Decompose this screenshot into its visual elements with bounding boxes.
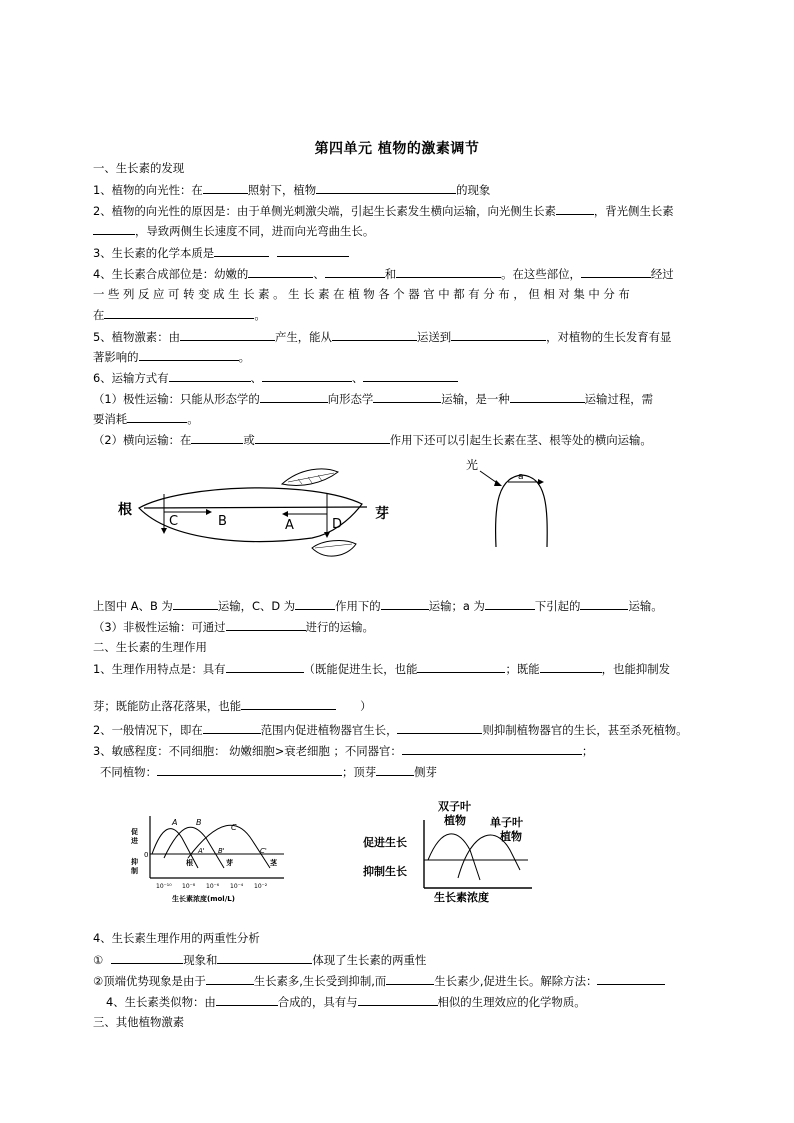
page-title: 第四单元 植物的激素调节 [314,141,480,157]
line-1-14: 上图中 A、B 为 运输，C、D 为 作用下的 运输；a 为 下引起的 运输。 [93,599,663,613]
tick-5: 10⁻² [254,883,268,890]
tick-2: 10⁻⁸ [182,883,196,890]
organ-bud: 芽 [226,859,233,867]
blank[interactable] [358,993,438,1006]
blank[interactable] [580,597,628,610]
line-1-5: 4、生长素合成部位是：幼嫩的 、 和 。在这些部位， 经过 [93,267,674,281]
line-2-2: 芽；既能防止落花落果，也能 ） [93,699,372,713]
label-b: B [218,514,227,529]
blank[interactable] [191,431,243,444]
blank[interactable] [417,660,505,673]
blank[interactable] [180,328,275,341]
curve-label-b2: B' [218,847,225,855]
leaf-lower [312,541,356,557]
arrowhead-c [161,528,167,534]
line-1-7: 在 。 [93,308,266,322]
line-3-3: ②顶端优势现象是由于 生长素多,生长受到抑制,而 生长素少,促进生长。解除方法： [93,972,665,989]
blank[interactable] [255,431,390,444]
blank[interactable] [248,265,313,278]
light-arrowhead [494,480,502,486]
line-2-1: 1、生理作用特点是：具有 （既能促进生长，也能 ；既能 ，也能抑制发 [93,662,671,676]
line-1-1: 1、植物的向光性：在 照射下，植物 的现象 [93,183,491,197]
y-label-promote-2: 进 [131,837,138,845]
blank[interactable] [332,328,417,341]
curve-label-c: C [231,823,237,832]
blank[interactable] [206,972,254,985]
blank[interactable] [203,721,261,734]
blank[interactable] [277,244,349,257]
plant-sensitivity-chart [362,798,542,908]
line-1-4: 3、生长素的化学本质是 [93,244,349,261]
line-1-10: 6、运输方式有 、 、 [93,369,458,386]
blank[interactable] [581,265,651,278]
blank[interactable] [325,265,385,278]
blank[interactable] [597,972,665,985]
blank[interactable] [451,328,546,341]
blank[interactable] [226,618,306,631]
label-dicot-1: 双子叶 [438,800,471,813]
blank[interactable] [139,348,239,361]
line-3-4: 4、生长素类似物：由 合成的，具有与 相似的生理效应的化学物质。 [106,995,586,1009]
tick-4: 10⁻⁴ [230,883,244,890]
blank[interactable] [510,390,585,403]
blank[interactable] [93,222,135,235]
blank[interactable] [214,244,269,257]
organ-stem: 茎 [270,859,277,867]
line-2-3: 2、一般情况下，即在 范围内促进植物器官生长， 则抑制植物器官的生长，甚至杀死植物。 [93,723,688,737]
label-monocot-2: 植物 [500,830,522,843]
curve-dicot [428,834,480,880]
blank[interactable] [226,660,304,673]
line-1-8: 5、植物激素：由 产生，能从 运送到 ，对植物的生长发育有显 [93,330,672,344]
arrowhead-a [282,511,288,517]
line-1-12: 要消耗 。 [93,412,199,426]
blank[interactable] [157,763,342,776]
curve-label-a: A [172,818,178,827]
x-axis-label: 生长素浓度 [434,891,489,904]
organ-root: 根 [186,859,193,867]
y-label-promote-1: 促 [131,828,138,836]
blank[interactable] [376,763,414,776]
blank[interactable] [127,410,187,423]
x-axis-label: 生长素浓度(mol/L) [172,895,235,903]
line-2-5: 不同植物： ；顶芽 侧芽 [100,765,437,779]
blank[interactable] [216,993,278,1006]
label-inhibit: 抑制生长 [363,865,407,878]
curve-label-a2: A' [198,847,205,855]
label-bud: 芽 [375,506,389,522]
label-promote: 促进生长 [363,836,407,849]
blank[interactable] [402,742,582,755]
blank[interactable] [397,721,482,734]
lateral-arrowhead [538,479,544,485]
blank[interactable] [316,181,456,194]
blank[interactable] [540,660,602,673]
label-root: 根 [118,502,132,518]
blank[interactable] [260,390,328,403]
midline [144,507,367,508]
blank[interactable] [169,369,251,382]
label-d: D [332,517,343,532]
curve-bud [164,827,224,868]
leaf-vein [288,473,334,482]
arrowhead-b [206,509,212,515]
coleoptile-diagram [460,455,570,555]
label-a-small: a [518,472,524,482]
curve-label-c2: C' [260,847,267,855]
label-c: C [169,514,179,529]
curve-label-b: B [196,818,202,827]
arrowhead-d [324,532,330,538]
blank[interactable] [295,597,335,610]
y-label-inhibit-2: 制 [131,867,138,875]
blank[interactable] [104,306,254,319]
line-1-15: （3）非极性运输：可通过 进行的运输。 [93,620,374,634]
blank[interactable] [111,951,183,964]
blank[interactable] [381,597,429,610]
leaf-upper [282,469,338,486]
blank[interactable] [485,597,535,610]
blank[interactable] [173,597,218,610]
blank[interactable] [556,202,594,215]
blank[interactable] [386,972,434,985]
blank[interactable] [241,697,336,710]
label-dicot-2: 植物 [444,814,466,827]
coleoptile-outline [496,475,548,547]
organ-sensitivity-chart [128,808,288,906]
blank[interactable] [373,390,441,403]
zero-label: 0 [144,851,149,859]
line-3-1: 4、生长素生理作用的两重性分析 [93,931,260,945]
line-1-6: 一 些 列 反 应 可 转 变 成 生 长 素 。 生 长 素 在 植 物 各 个 器 官 中 都 有 分 布 ， 但 相 对 集 中 分 布 [93,287,630,301]
section-heading-3: 三、其他植物激素 [93,1015,185,1029]
line-2-4: 3、敏感程度：不同细胞： 幼嫩细胞>衰老细胞 ；不同器官： ； [93,744,594,758]
line-3-2: ① 现象和 体现了生长素的两重性 [93,953,427,967]
blank[interactable] [262,369,352,382]
blank[interactable] [396,265,501,278]
line-1-3: ，导致两侧生长速度不同，进而向光弯曲生长。 [93,222,374,239]
transport-diagram [112,462,402,577]
y-label-inhibit-1: 抑 [131,858,138,866]
line-1-13: （2）横向运输：在 或 作用下还可以引起生长素在茎、根等处的横向运输。 [93,433,652,447]
label-light: 光 [466,458,479,472]
line-1-2: 2、植物的向光性的原因是：由于单侧光刺激尖端，引起生长素发生横向运输，向光侧生长素 ，背光侧生长素 [93,204,674,218]
label-monocot-1: 单子叶 [490,816,523,829]
label-a: A [285,518,294,533]
blank[interactable] [203,181,248,194]
line-1-9: 著影响的 。 [93,350,250,364]
tick-1: 10⁻¹⁰ [156,883,172,890]
line-1-11: （1）极性运输：只能从形态学的 向形态学 运输，是一种 运输过程，需 [93,392,654,406]
blank[interactable] [363,369,458,382]
section-heading-2: 二、生长素的生理作用 [93,640,207,654]
section-heading-1: 一、生长素的发现 [93,161,185,175]
leaf-vein-lower [315,544,352,548]
blank[interactable] [217,951,312,964]
tick-3: 10⁻⁶ [206,883,220,890]
